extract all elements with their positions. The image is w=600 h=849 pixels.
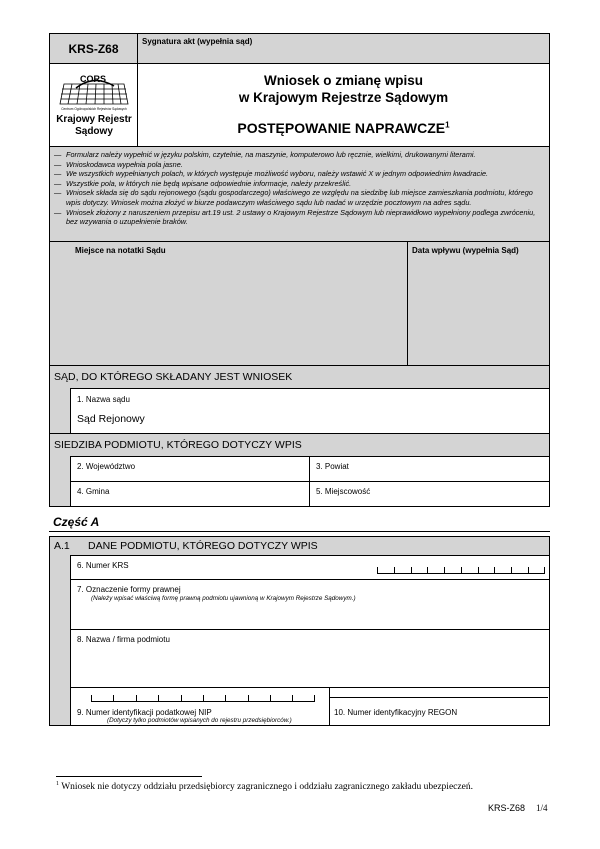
krs-digit-boxes[interactable]	[377, 568, 545, 574]
locality-label: 5. Miejscowość	[316, 487, 371, 496]
register-label: Krajowy Rejestr Sądowy	[56, 114, 132, 137]
part-a-title: Część A	[53, 515, 100, 529]
municipality-label: 4. Gmina	[77, 487, 110, 496]
regon-field[interactable]	[329, 687, 549, 725]
instruction-item: — Wniosek składa się do sądu rejonowego (sądu gospodarczego) właściwego ze względu na siedzibę lub miejsce zamieszkania podmiotu, którego wpis dotyczy. Wniosek można złożyć w biurze podawczym właściwego sądu lub nadać w urzędzie pocztowym na adres sądu.	[54, 188, 533, 207]
footnote	[56, 781, 473, 792]
seat-section-title: SIEDZIBA PODMIOTU, KTÓREGO DOTYCZY WPIS	[54, 439, 302, 451]
nip-digit-boxes[interactable]	[91, 696, 315, 702]
legal-form-label: 7. Oznaczenie formy prawnej	[77, 585, 181, 594]
court-name-value[interactable]: Sąd Rejonowy	[77, 413, 145, 425]
entity-name-label: 8. Nazwa / firma podmiotu	[77, 635, 170, 644]
nip-label: 9. Numer identyfikacji podatkowej NIP	[77, 708, 212, 717]
court-section-title: SĄD, DO KTÓREGO SKŁADANY JEST WNIOSEK	[54, 371, 293, 383]
nip-field[interactable]	[70, 687, 329, 725]
krs-number-field[interactable]	[70, 555, 549, 579]
footnote-ref: 1	[445, 120, 450, 130]
section-a1-title: DANE PODMIOTU, KTÓREGO DOTYCZY WPIS	[88, 540, 318, 552]
footnote-mark: 1	[56, 781, 59, 787]
voivodeship-field[interactable]	[70, 456, 309, 481]
court-section	[49, 366, 550, 434]
cors-logo-icon	[58, 70, 130, 112]
logo-box	[50, 64, 138, 146]
logo-text: CORS	[80, 74, 107, 84]
court-notes-area	[49, 242, 550, 366]
form-subtitle-text: POSTĘPOWANIE NAPRAWCZE	[237, 120, 446, 136]
municipality-field[interactable]	[70, 481, 309, 506]
part-a-divider	[49, 531, 550, 532]
footnote-text: Wniosek nie dotyczy oddziału przedsiębiorcy zagranicznego i oddziału zagranicznego zakładu ubezpieczeń.	[59, 782, 473, 793]
nip-hint: (Dotyczy tylko podmiotów wpisanych do rejestru przedsiębiorców.)	[107, 717, 292, 724]
form-title	[138, 72, 549, 106]
instructions	[49, 147, 550, 242]
footnote-divider	[56, 776, 202, 777]
section-a1-number: A.1	[54, 540, 70, 552]
court-name-field[interactable]	[70, 388, 549, 433]
court-notes-label: Miejsce na notatki Sądu	[50, 242, 408, 365]
form-code: KRS-Z68	[50, 34, 138, 64]
receipt-date-label: Data wpływu (wypełnia Sąd)	[412, 246, 519, 255]
county-field[interactable]	[309, 456, 549, 481]
krs-number-label: 6. Numer KRS	[77, 561, 129, 570]
legal-form-hint: (Należy wpisać właściwą formę prawną podmiotu ujawnioną w Krajowym Rejestrze Sądowym.)	[91, 595, 356, 602]
county-label: 3. Powiat	[316, 462, 349, 471]
page-number: 1/4	[536, 803, 548, 813]
locality-field[interactable]	[309, 481, 549, 506]
instruction-item: — Wszystkie pola, w których nie będą wpisane odpowiednie informacje, należy przekreślić.	[54, 178, 352, 188]
page-form-code: KRS-Z68	[488, 803, 526, 813]
instruction-item: — Wnioskodawca wypełnia pola jasne.	[54, 159, 183, 169]
entity-name-field[interactable]	[70, 629, 549, 687]
form-title-line2: w Krajowym Rejestrze Sądowym	[238, 90, 449, 105]
legal-form-field[interactable]	[70, 579, 549, 629]
instruction-item: — We wszystkich wypełnianych polach, w których występuje możliwość wyboru, należy wstawić X w jednym odpowiednim kwadracie.	[54, 169, 489, 179]
court-name-label: 1. Nazwa sądu	[77, 395, 130, 404]
regon-label: 10. Numer identyfikacyjny REGON	[334, 708, 458, 717]
form-title-line1: Wniosek o zmianę wpisu	[263, 73, 424, 88]
form-header	[49, 33, 550, 147]
form-subtitle	[138, 120, 549, 136]
instruction-item: — Formularz należy wypełnić w języku polskim, czytelnie, na maszynie, komputerowo lub ręcznie, wielkimi, drukowanymi literami.	[54, 150, 476, 159]
section-a1-header	[50, 537, 549, 555]
seat-section	[49, 434, 550, 507]
regon-digit-boxes[interactable]	[330, 692, 548, 698]
voivodeship-label: 2. Województwo	[77, 462, 136, 471]
title-box	[138, 64, 549, 146]
case-signature-label: Sygnatura akt (wypełnia sąd)	[138, 34, 549, 64]
svg-text:Centrum Ogólnopolskich Rejestr: Centrum Ogólnopolskich Rejestrów Sądowych	[61, 107, 127, 111]
instruction-item: — Wniosek złożony z naruszeniem przepisu art.19 ust. 2 ustawy o Krajowym Rejestrze Sądowym lub nieprawidłowo wypełniony podlega zwróceniu, bez wzywania o uzupełnienie braków.	[54, 207, 536, 227]
section-a1	[49, 536, 550, 726]
